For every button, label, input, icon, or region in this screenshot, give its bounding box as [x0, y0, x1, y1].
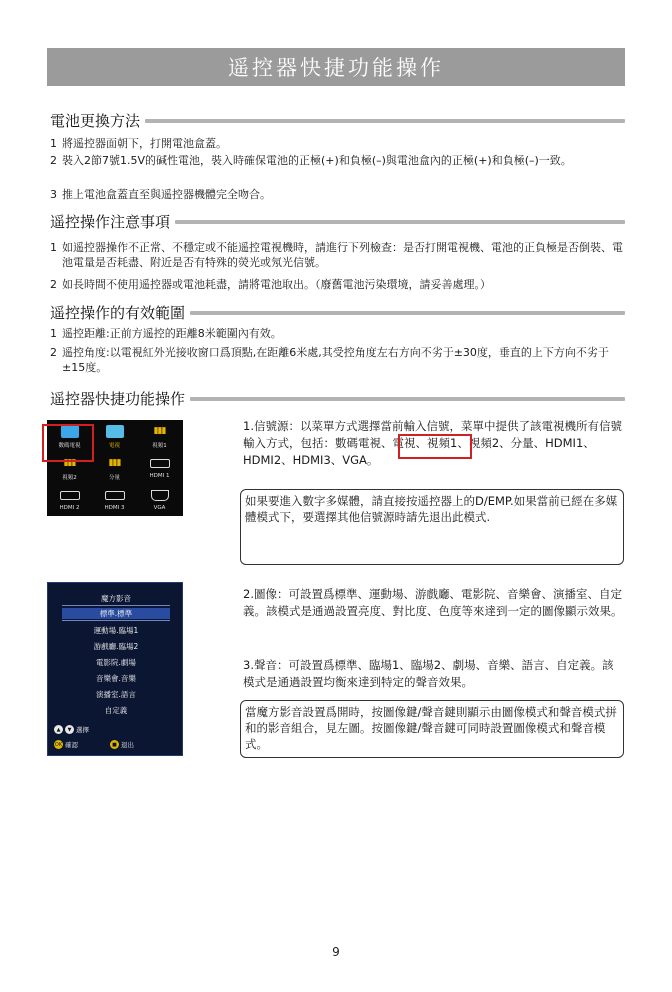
up-arrow-icon: ▲	[54, 725, 63, 734]
list-item: 1 遥控距離:正前方遥控的距離8米範圍內有效。	[50, 327, 282, 340]
source-cell-av2: ▮▮▮ 視頻2	[62, 458, 77, 481]
source-cell-dtv: 數碼電視	[47, 420, 92, 452]
highlight-frame	[42, 424, 94, 462]
list-item: 2 裝入2節7號1.5V的碱性電池，裝入時確保電池的正極(+)和負極(–)與電池盒內的正極(+)和負極(–)一致。	[50, 154, 572, 167]
av-plug-icon: ▮▮▮	[63, 458, 76, 468]
list-item: 3 推上電池盒蓋直至與遥控器機體完全吻合。	[50, 188, 271, 201]
banner-title: 遥控器快捷功能操作	[228, 56, 444, 80]
source-cell-hdmi1: HDMI 1	[137, 452, 182, 484]
menu-item: 電影院.劇場	[96, 658, 136, 667]
exit-button-icon: ■	[110, 740, 119, 749]
footer-exit: ■ 退出	[110, 740, 134, 749]
menu-item: 自定義	[104, 706, 128, 715]
hdmi-port-icon	[105, 491, 125, 500]
source-cell-vga: VGA	[137, 484, 182, 516]
hdmi-port-icon	[150, 459, 170, 468]
section-heading-notes	[50, 211, 625, 232]
vga-port-icon	[151, 490, 169, 501]
down-arrow-icon: ▼	[65, 725, 74, 734]
signal-source-text: 1.信號源：以菜單方式選擇當前輸入信號，菜單中提供了該電視機所有信號輸入方式，包括：數碼電視、電視、視頻1、視頻2、分量、HDMI1、HDMI2、HDMI3、VGA。	[243, 419, 622, 467]
source-cell-hdmi2: HDMI 2	[47, 484, 92, 516]
footer-confirm: OK 確認	[54, 741, 78, 749]
list-item: 1 將遥控器面朝下，打開電池盒蓋。	[50, 137, 227, 150]
source-cell-component: ▮▮▮ 分量	[108, 458, 121, 481]
section-title: 遥控操作注意事項	[50, 213, 171, 231]
signal-source-note: 如果要進入數字多媒體，請直接按遥控器上的D/EMP.如果當前已經在多媒體模式下，要選擇其他信號源時請先退出此模式.	[240, 489, 624, 565]
heading-rule	[175, 220, 625, 224]
section-title: 電池更換方法	[50, 112, 141, 130]
section-title: 遥控操作的有效範圍	[50, 304, 186, 322]
av-plug-icon: ▮▮▮	[153, 426, 166, 436]
sound-mode-text: 3.聲音：可設置爲標準、臨場1、臨場2、劇場、音樂、語言、自定義。該模式是通過設置均衡來達到特定的聲音效果。	[243, 658, 614, 689]
hdmi-port-icon	[60, 491, 80, 500]
heading-rule	[190, 311, 625, 315]
menu-item: 運動場.臨場1	[93, 626, 139, 635]
footer-select: ▲ ▼ 選擇	[54, 725, 89, 734]
ok-button-icon: OK	[54, 741, 63, 748]
list-item: 1 如遥控器操作不正常、不穩定或不能遥控電視機時，請進行下列檢查：是否打開電視機、電池的正負極是否倒裝、電池電量是否耗盡、附近是否有特殊的熒光或氖光信號。	[50, 241, 623, 269]
menu-item-selected: 標準.標準	[62, 608, 170, 619]
picture-menu-screenshot	[47, 582, 183, 756]
page-banner	[47, 48, 625, 86]
highlight-frame	[398, 434, 472, 459]
section-heading-battery	[50, 110, 625, 131]
source-cell-av1: ▮▮▮ 視頻1	[152, 426, 167, 449]
heading-rule	[190, 397, 625, 401]
component-plug-icon: ▮▮▮	[108, 458, 121, 468]
sound-mode-note: 當魔方影音設置爲開時，按圖像鍵/聲音鍵則顯示由圖像模式和聲音模式拼和的影音組合，見左圖。按圖像鍵/聲音鍵可同時設置圖像模式和聲音模式。	[240, 700, 624, 758]
heading-rule	[145, 119, 625, 123]
picture-mode-text: 2.圖像：可設置爲標準、運動場、游戲廳、電影院、音樂會、演播室、自定義。該模式是通過設置亮度、對比度、色度等來達到一定的圖像顯示效果。	[243, 587, 623, 618]
source-cell-hdmi3: HDMI 3	[92, 484, 137, 516]
menu-item: 游戲廳.臨場2	[93, 642, 139, 651]
list-item: 2 如長時間不使用遥控器或電池耗盡，請將電池取出。（廢舊電池污染環境，請妥善處理。）	[50, 278, 491, 291]
section-heading-quick	[50, 388, 625, 409]
section-heading-range	[50, 302, 625, 323]
menu-title: 魔方影音	[101, 594, 131, 603]
tv-icon	[106, 425, 124, 438]
menu-item: 演播室.語言	[96, 690, 136, 699]
source-cell-tv: 電視	[92, 420, 137, 452]
page-number: 9	[332, 945, 340, 959]
list-item: 2 遥控角度:以電視紅外光接收窗口爲頂點,在距離6米處,其受控角度左右方向不劣于±30度，垂直的上下方向不劣于±15度。	[50, 346, 609, 374]
menu-item: 音樂會.音樂	[96, 674, 136, 683]
section-title: 遥控器快捷功能操作	[50, 390, 186, 408]
